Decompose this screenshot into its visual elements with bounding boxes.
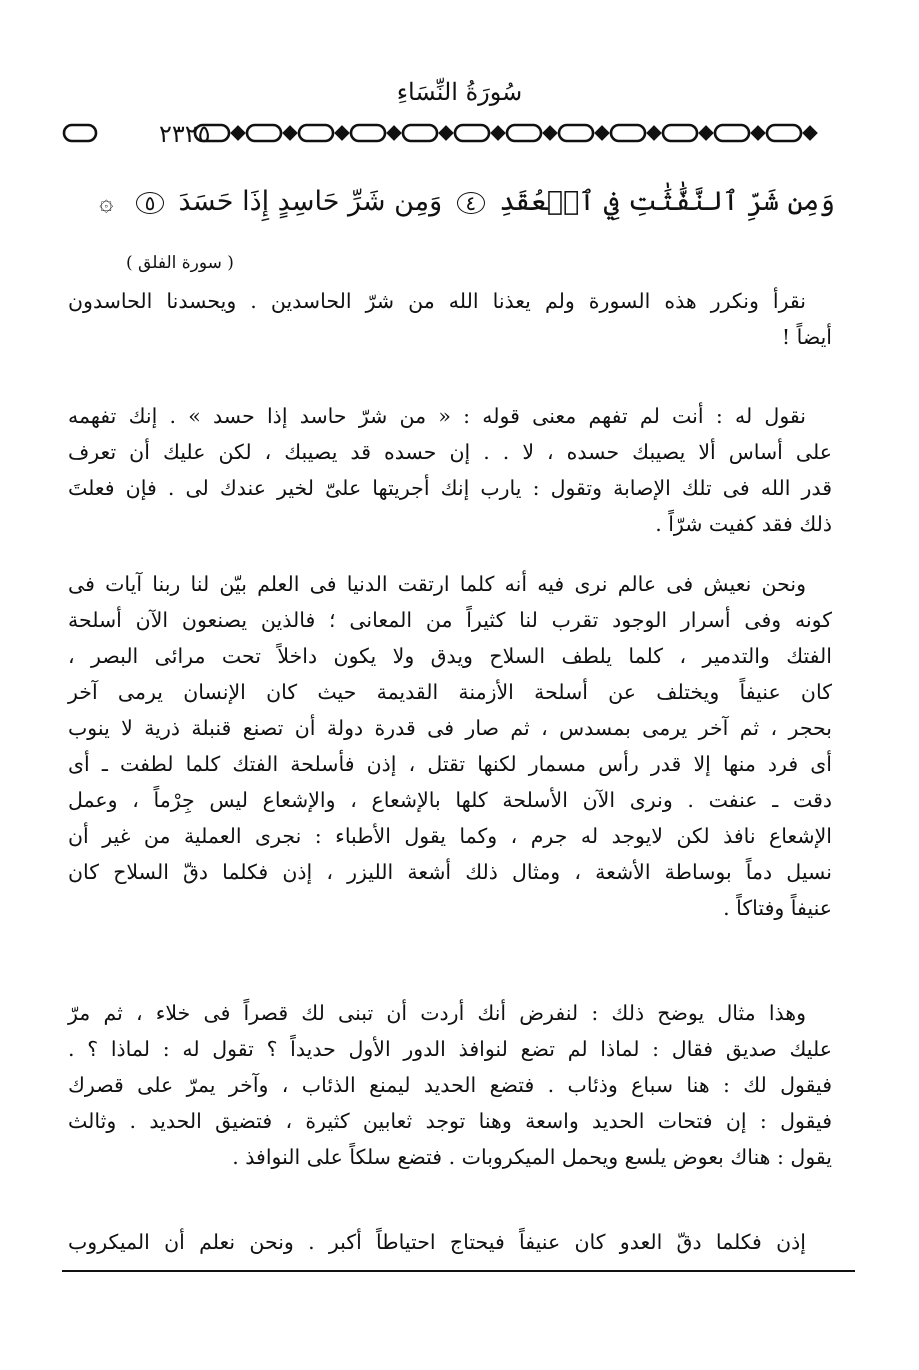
text-line: أى فرد منها إلا قدر رأس مسمار لكنها تقتل ، إذن فأسلحة الفتك كلما لطفت ـ أى (68, 752, 832, 776)
text-line: قدر الله فى تلك الإصابة وتقول : يارب إنك أجريتها علىّ لخير عندك لى . فإن فعلتَ (68, 476, 832, 500)
chain-diamond (804, 127, 816, 139)
verse-text-2: وَمِن شَرِّ حَاسِدٍ إِذَا حَسَدَ (178, 186, 443, 217)
paragraph-3 (68, 566, 832, 926)
verse-source: ( سورة الفلق ) (126, 253, 234, 273)
text-line: وهذا مثال يوضح ذلك : لنفرض أنك أردت أن تبنى لك قصراً فى خلاء ، ثم مرّ (68, 1001, 806, 1025)
text-line: فيقول لك : هنا سباع وذئاب . فتضع الحديد ليمنع الذئاب ، وآخر يمرّ على قصرك (68, 1073, 832, 1097)
quran-verse (99, 178, 835, 226)
text-line: كان عنيفاً ويختلف عن أسلحة الأزمنة القديمة حيث كان الإنسان يرمى آخر (68, 680, 832, 704)
footer-rule (62, 1270, 855, 1272)
page-ornament-row (62, 120, 855, 148)
text-line: فيقول : إن فتحات الحديد واسعة وهنا توجد ثعابين كثيرة ، فتضيق الحديد . وثالث (68, 1109, 832, 1133)
chain-link (507, 125, 541, 141)
verse-number-5: ٥ (136, 192, 164, 214)
text-line: ونحن نعيش فى عالم نرى فيه أنه كلما ارتقت الدنيا فى العلم بيّن لنا ربنا آيات فى (68, 572, 806, 596)
text-line: عليك صديق فقال : لماذا لم تضع لنوافذ الدور الأول حديداً ؟ تقول له : لماذا ؟ . (68, 1037, 832, 1061)
paragraph-1 (68, 283, 832, 355)
chain-diamond (700, 127, 712, 139)
chain-link (299, 125, 333, 141)
chain-link (611, 125, 645, 141)
text-line: على أساس ألا يصيبك حسده ، لا . . إن حسده قد يصيبك ، لكن عليك أن تعرف (68, 440, 832, 464)
text-line: الفتك والتدمير ، كلما يلطف السلاح ويدق ولا يكون داخلاً تحت مرائى البصر ، (68, 644, 832, 668)
page-number: ٢٣٢٥ (159, 120, 211, 148)
verse-number-4: ٤ (457, 192, 485, 214)
text-line: الإشعاع نافذ لكن لايوجد له جرم ، وكما يقول الأطباء : نجرى العملية من غير أن (68, 824, 832, 848)
chain-diamond (596, 127, 608, 139)
chain-link (559, 125, 593, 141)
text-line: أيضاً ! (781, 325, 832, 349)
text-line: يقول : هناك بعوض يلسع ويحمل الميكروبات . فتضع سلكاً على النوافذ . (232, 1145, 832, 1169)
text-line: نقرأ ونكرر هذه السورة ولم يعذنا الله من شرّ الحاسدين . ويحسدنا الحاسدون (68, 289, 806, 313)
chain-diamond (544, 127, 556, 139)
paragraph-5 (68, 1224, 832, 1260)
text-line: نقول له : أنت لم تفهم معنى قوله : « من شرّ حاسد إذا حسد » . إنك تفهمه (68, 404, 806, 428)
chain-link (663, 125, 697, 141)
chain-diamond (648, 127, 660, 139)
verse-text-1: وَمِن شَرِّ ٱلنَّفَّٰثَٰتِ فِي ٱلۡعُقَدِ (499, 186, 835, 217)
text-line: دقت ـ عنفت . ونرى الآن الأسلحة كلها بالإشعاع ، والإشعاع ليس جِرْماً ، وعمل (68, 788, 832, 812)
text-line: كونه وفى أسرار الوجود تقرب لنا كثيراً من المعانى ؛ فالذين يصنعون الآن أسلحة (68, 608, 832, 632)
chain-link (455, 125, 489, 141)
chain-link (64, 125, 96, 141)
chain-diamond (492, 127, 504, 139)
text-line: إذن فكلما دقّ العدو كان عنيفاً فيحتاج احتياطاً أكبر . ونحن نعلم أن الميكروب (68, 1230, 806, 1254)
paragraph-4 (68, 995, 832, 1175)
chain-link (247, 125, 281, 141)
chain-diamond (388, 127, 400, 139)
chain-link (767, 125, 801, 141)
text-line: عنيفاً وفتاكاً . (723, 896, 832, 920)
chain-diamond (440, 127, 452, 139)
text-line: نسيل دماً بوساطة الأشعة ، ومثال ذلك أشعة الليزر ، إذن فكلما دقّ السلاح كان (68, 860, 832, 884)
text-line: ذلك فقد كفيت شرّاً . (655, 512, 832, 536)
chain-diamond (336, 127, 348, 139)
chain-diamond (752, 127, 764, 139)
chain-link (715, 125, 749, 141)
text-line: بحجر ، ثم آخر يرمى بمسدس ، ثم صار فى قدرة دولة أن تصنع قنبلة ذرية لا ينوب (68, 716, 832, 740)
verse-end-ornament-icon: ۞ (99, 188, 114, 216)
paragraph-2 (68, 398, 832, 542)
chain-diamond (232, 127, 244, 139)
chain-link (351, 125, 385, 141)
chain-link (403, 125, 437, 141)
surah-title: سُورَةُ النِّسَاءِ (396, 78, 523, 106)
chain-diamond (284, 127, 296, 139)
